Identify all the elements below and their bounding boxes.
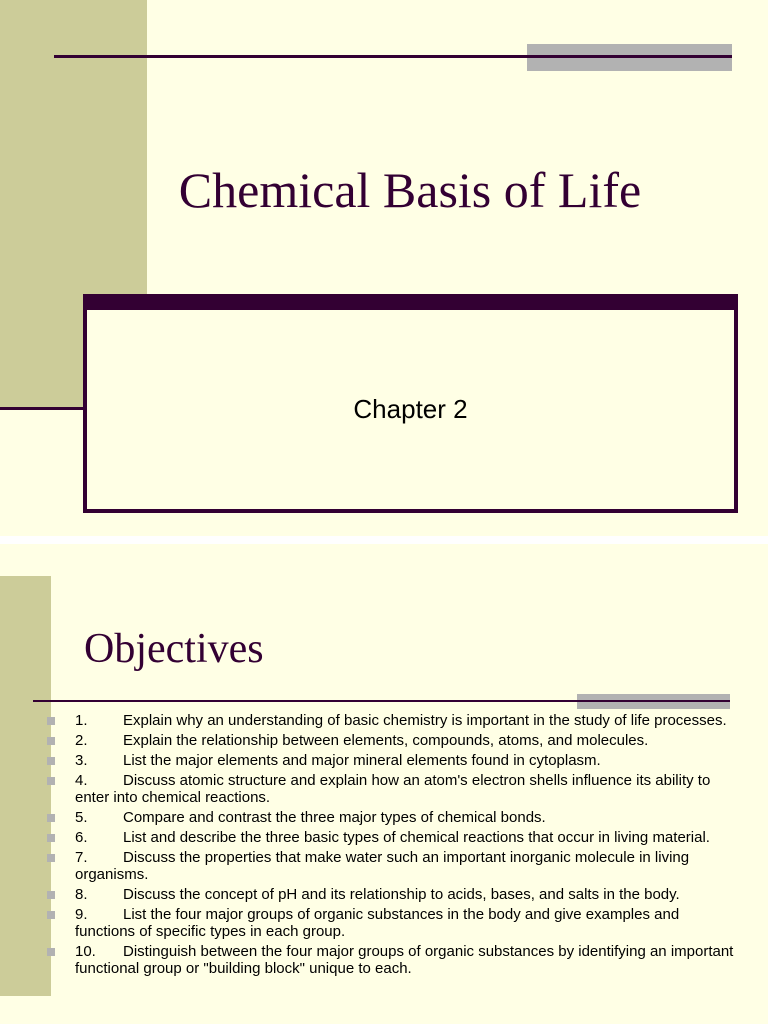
item-text: Discuss atomic structure and explain how an atom's electron shells influence its ability to enter into chemical reactions. [75,772,711,806]
objectives-slide [0,544,768,1024]
square-bullet-icon [47,777,55,785]
gray-accent-rule [527,55,732,58]
gray-accent-rule [577,700,730,702]
item-text: Compare and contrast the three major types of chemical bonds. [123,809,546,826]
item-number: 9. [75,906,88,923]
square-bullet-icon [47,757,55,765]
list-item [44,886,734,903]
item-number: 8. [75,886,88,903]
subtitle-box [83,294,738,513]
list-item [44,772,734,806]
item-number: 5. [75,809,88,826]
item-text: Discuss the properties that make water such an important inorganic molecule in living organisms. [75,849,690,883]
square-bullet-icon [47,834,55,842]
list-item [44,712,734,729]
slide-title: Objectives [84,626,264,672]
band-divider-line [0,407,84,410]
item-number: 3. [75,752,88,769]
item-text: Explain the relationship between elements, compounds, atoms, and molecules. [123,732,649,749]
list-item [44,752,734,769]
list-item [44,849,734,883]
item-number: 10. [75,943,96,960]
item-text: List the major elements and major mineral elements found in cytoplasm. [123,752,601,769]
item-text: Discuss the concept of pH and its relationship to acids, bases, and salts in the body. [123,886,680,903]
item-text: List and describe the three basic types of chemical reactions that occur in living material. [123,829,710,846]
square-bullet-icon [47,891,55,899]
list-item [44,829,734,846]
list-item [44,943,734,977]
item-text: List the four major groups of organic substances in the body and give examples and functions of specific types in each group. [75,906,680,940]
square-bullet-icon [47,911,55,919]
item-number: 7. [75,849,88,866]
item-text: Distinguish between the four major groups of organic substances by identifying an important functional group or "building block" unique to each. [75,943,734,977]
item-number: 1. [75,712,88,729]
objectives-list [44,712,734,980]
square-bullet-icon [47,717,55,725]
item-number: 6. [75,829,88,846]
square-bullet-icon [47,737,55,745]
square-bullet-icon [47,814,55,822]
list-item [44,809,734,826]
list-item [44,732,734,749]
item-number: 2. [75,732,88,749]
item-text: Explain why an understanding of basic chemistry is important in the study of life processes. [123,712,727,729]
slide-subtitle: Chapter 2 [353,394,468,424]
list-item [44,906,734,940]
square-bullet-icon [47,854,55,862]
item-number: 4. [75,772,88,789]
slide-title: Chemical Basis of Life [178,162,642,218]
square-bullet-icon [47,948,55,956]
